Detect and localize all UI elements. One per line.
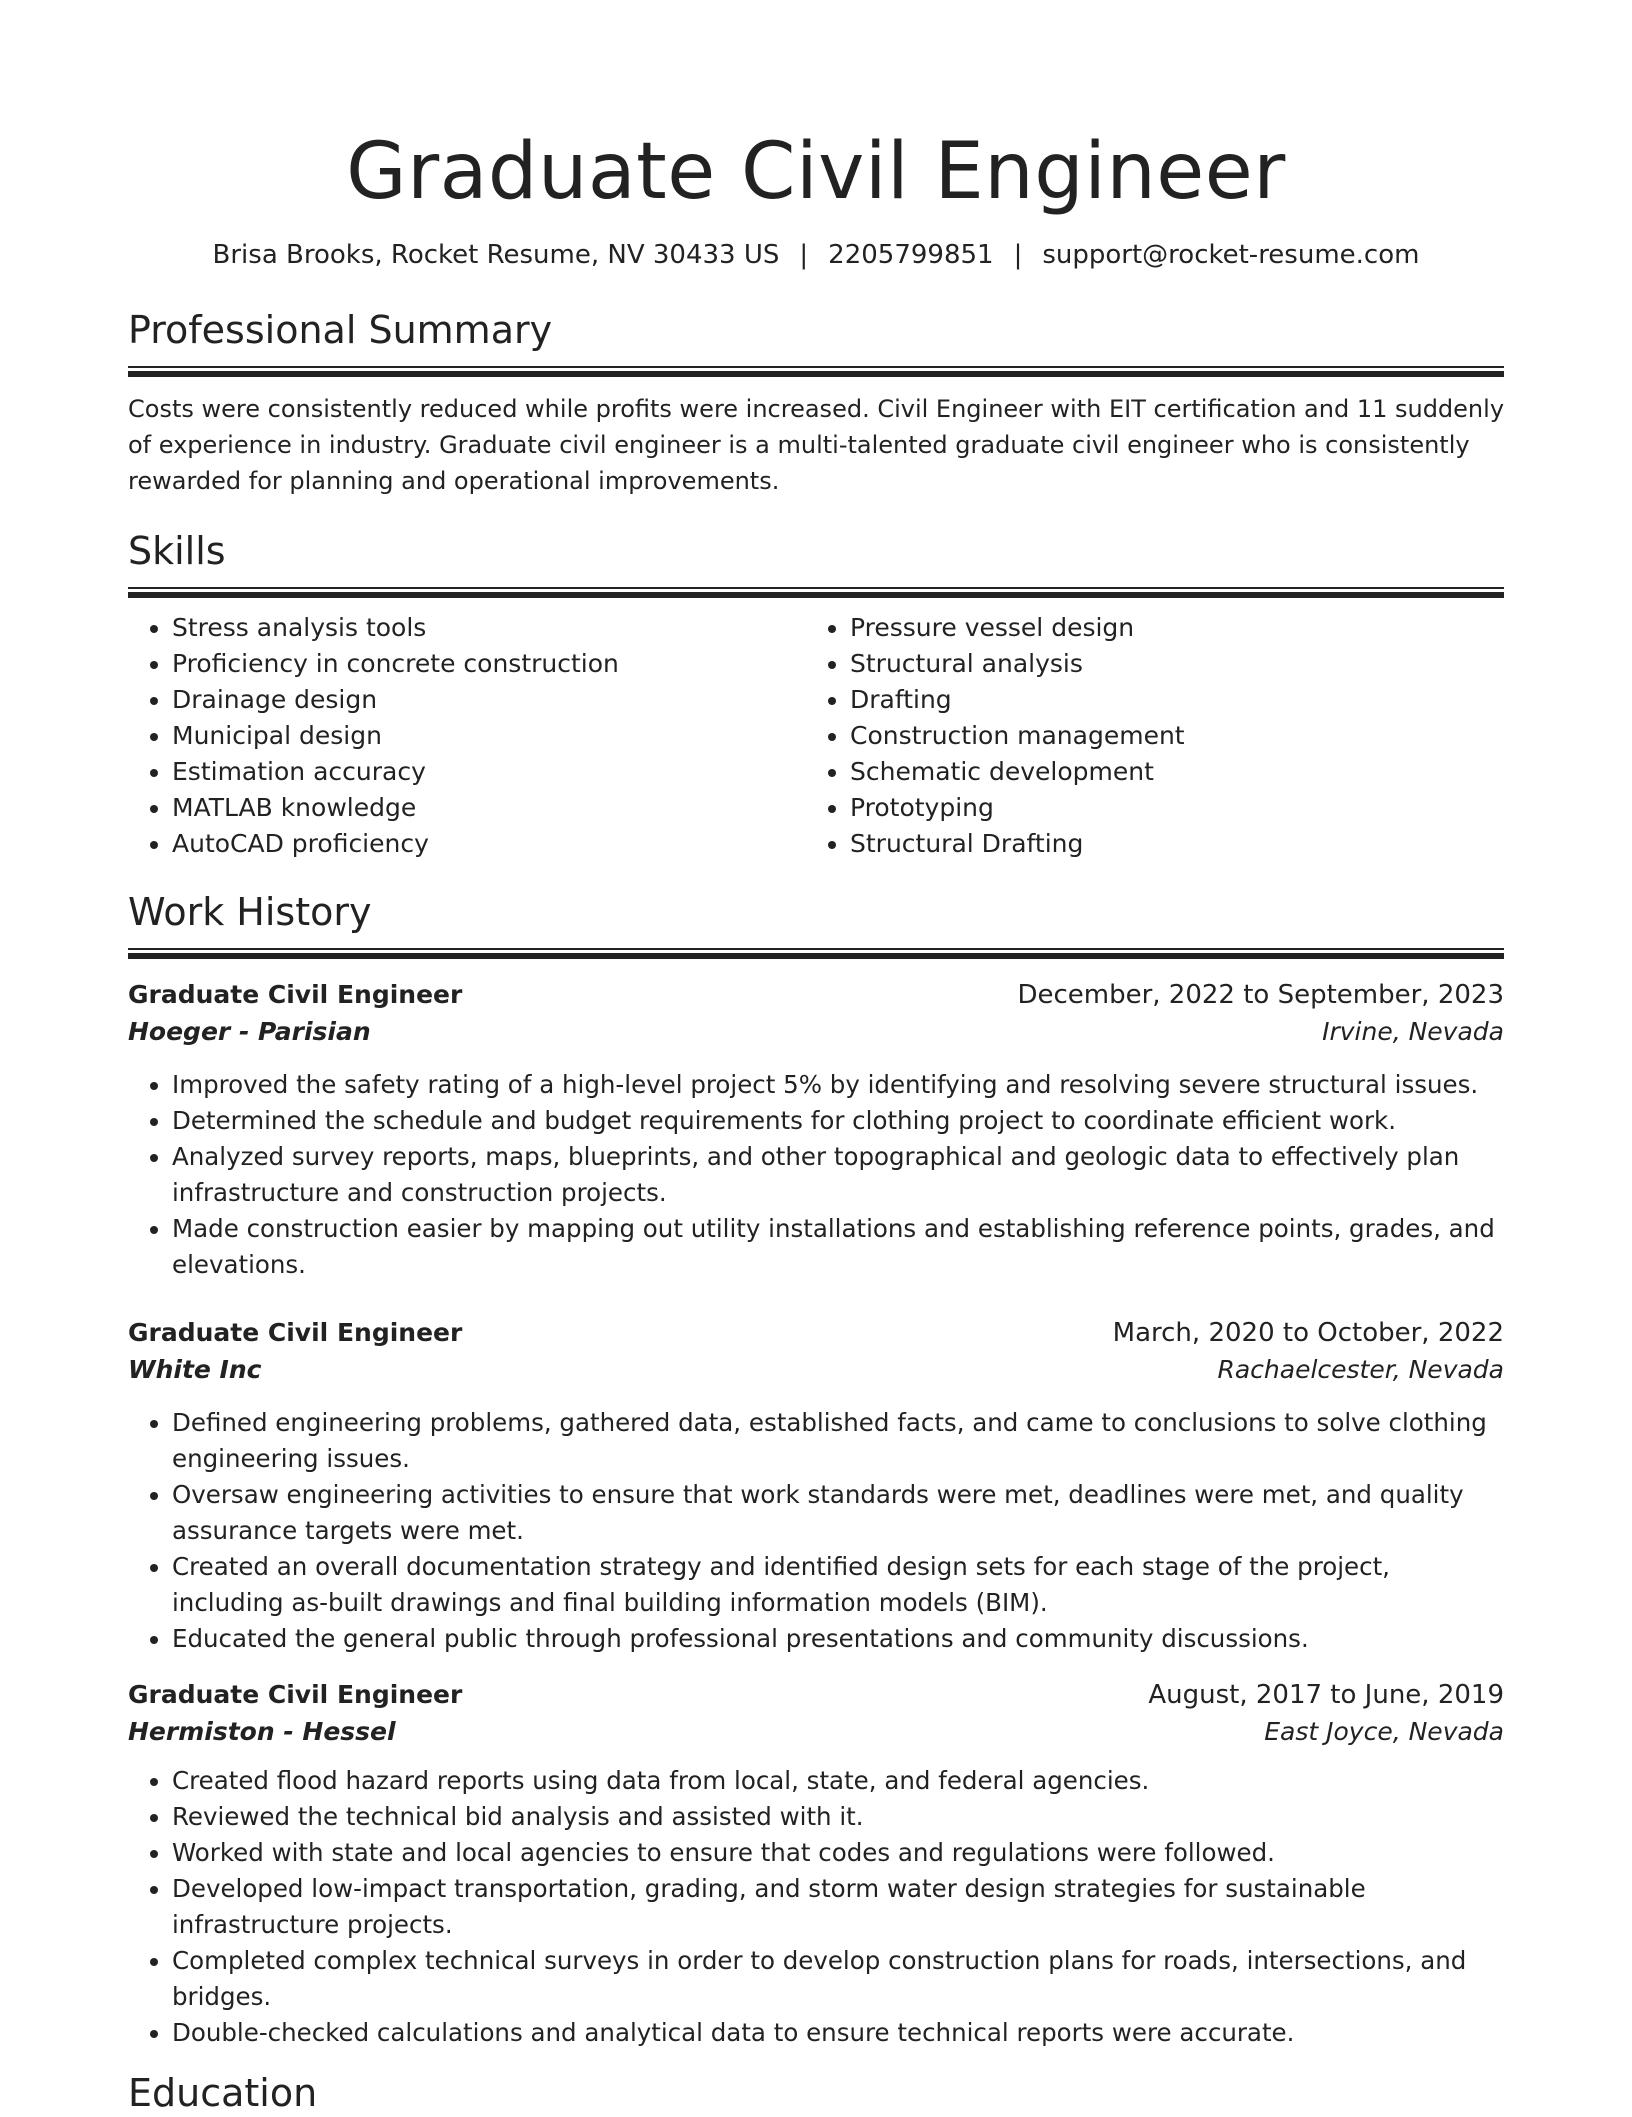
job-title: Graduate Civil Engineer	[128, 980, 463, 1009]
job-dates: December, 2022 to September, 2023	[1017, 980, 1504, 1010]
summary-text: Costs were consistently reduced while profits were increased. Civil Engineer with EIT certification and 11 suddenly of experience in industry. Graduate civil engineer is a multi-talented graduate civil engineer who is consistently rewarded for planning and operational improvements.	[128, 395, 1505, 495]
skill-item: • Proficiency in concrete construction	[172, 646, 806, 682]
skill-item: • Stress analysis tools	[172, 610, 806, 646]
skill-item: • Drafting	[850, 682, 1484, 718]
job-bullet: • Defined engineering problems, gathered data, established facts, and came to conclusions to solve clothing engineering issues.	[172, 1405, 1504, 1477]
work-history-heading: Work History	[128, 890, 372, 934]
skills-heading: Skills	[128, 529, 226, 573]
summary-heading: Professional Summary	[128, 308, 553, 352]
job-title: Graduate Civil Engineer	[128, 1318, 463, 1347]
resume-page	[128, 0, 1504, 2117]
job-entry	[128, 1315, 1504, 1657]
skill-item: • AutoCAD proficiency	[172, 826, 806, 862]
education-heading: Education	[128, 2071, 318, 2115]
job-location: East Joyce, Nevada	[1264, 1717, 1504, 1746]
job-bullets	[128, 1763, 1504, 2051]
work-history-section	[128, 888, 1504, 2051]
job-location: Rachaelcester, Nevada	[1217, 1355, 1504, 1384]
job-location: Irvine, Nevada	[1322, 1017, 1504, 1046]
skills-section	[128, 527, 1504, 862]
skills-column-right	[806, 610, 1484, 862]
job-entry	[128, 977, 1504, 1283]
job-subheader	[128, 1351, 1504, 1389]
job-bullets	[128, 1067, 1504, 1283]
skill-item: • Municipal design	[172, 718, 806, 754]
section-divider	[128, 587, 1504, 598]
job-bullet: • Oversaw engineering activities to ensure that work standards were met, deadlines were met, and quality assurance targets were met.	[172, 1477, 1504, 1549]
job-subheader	[128, 1713, 1504, 1751]
job-bullet: • Worked with state and local agencies to ensure that codes and regulations were followed.	[172, 1835, 1504, 1871]
section-divider	[128, 366, 1504, 377]
job-bullet: • Educated the general public through professional presentations and community discussions.	[172, 1621, 1504, 1657]
resume-title: Graduate Civil Engineer	[346, 127, 1286, 217]
contact-separator: |	[799, 240, 809, 270]
skills-list	[128, 610, 1504, 862]
contact-phone: 2205799851	[828, 240, 994, 270]
job-header	[128, 1315, 1504, 1351]
job-bullet: • Created an overall documentation strategy and identified design sets for each stage of the project, including as-built drawings and final building information models (BIM).	[172, 1549, 1504, 1621]
skills-column-left	[128, 610, 806, 862]
job-title: Graduate Civil Engineer	[128, 1680, 463, 1709]
job-header	[128, 977, 1504, 1013]
job-bullet: • Created flood hazard reports using data from local, state, and federal agencies.	[172, 1763, 1504, 1799]
skill-item: • Pressure vessel design	[850, 610, 1484, 646]
job-company: White Inc	[128, 1355, 262, 1384]
job-bullet: • Improved the safety rating of a high-level project 5% by identifying and resolving severe structural issues.	[172, 1067, 1504, 1103]
skill-item: • Estimation accuracy	[172, 754, 806, 790]
job-entry	[128, 1677, 1504, 2051]
job-bullet: • Determined the schedule and budget requirements for clothing project to coordinate efficient work.	[172, 1103, 1504, 1139]
skill-item: • Prototyping	[850, 790, 1484, 826]
skill-item: • Construction management	[850, 718, 1484, 754]
contact-address: Brisa Brooks, Rocket Resume, NV 30433 US	[212, 240, 780, 270]
contact-separator: |	[1013, 240, 1023, 270]
job-bullet: • Developed low-impact transportation, grading, and storm water design strategies for sustainable infrastructure projects.	[172, 1871, 1504, 1943]
skill-item: • MATLAB knowledge	[172, 790, 806, 826]
job-bullet: • Made construction easier by mapping out utility installations and establishing reference points, grades, and elevations.	[172, 1211, 1504, 1283]
skill-item: • Drainage design	[172, 682, 806, 718]
job-bullets	[128, 1405, 1504, 1657]
job-bullet: • Analyzed survey reports, maps, blueprints, and other topographical and geologic data to effectively plan infrastructure and construction projects.	[172, 1139, 1504, 1211]
education-section	[128, 2069, 1504, 2117]
job-dates: August, 2017 to June, 2019	[1148, 1680, 1504, 1710]
job-dates: March, 2020 to October, 2022	[1112, 1318, 1504, 1348]
contact-email: support@rocket-resume.com	[1042, 240, 1420, 270]
job-company: Hoeger - Parisian	[128, 1017, 371, 1046]
skill-item: • Structural Drafting	[850, 826, 1484, 862]
section-divider	[128, 948, 1504, 959]
job-subheader	[128, 1013, 1504, 1051]
job-bullet: • Reviewed the technical bid analysis and assisted with it.	[172, 1799, 1504, 1835]
summary-section	[128, 306, 1504, 499]
job-bullet: • Completed complex technical surveys in order to develop construction plans for roads, intersections, and bridges.	[172, 1943, 1504, 2015]
contact-line	[128, 238, 1504, 272]
job-company: Hermiston - Hessel	[128, 1717, 396, 1746]
job-bullet: • Double-checked calculations and analytical data to ensure technical reports were accurate.	[172, 2015, 1504, 2051]
job-header	[128, 1677, 1504, 1713]
skill-item: • Structural analysis	[850, 646, 1484, 682]
skill-item: • Schematic development	[850, 754, 1484, 790]
